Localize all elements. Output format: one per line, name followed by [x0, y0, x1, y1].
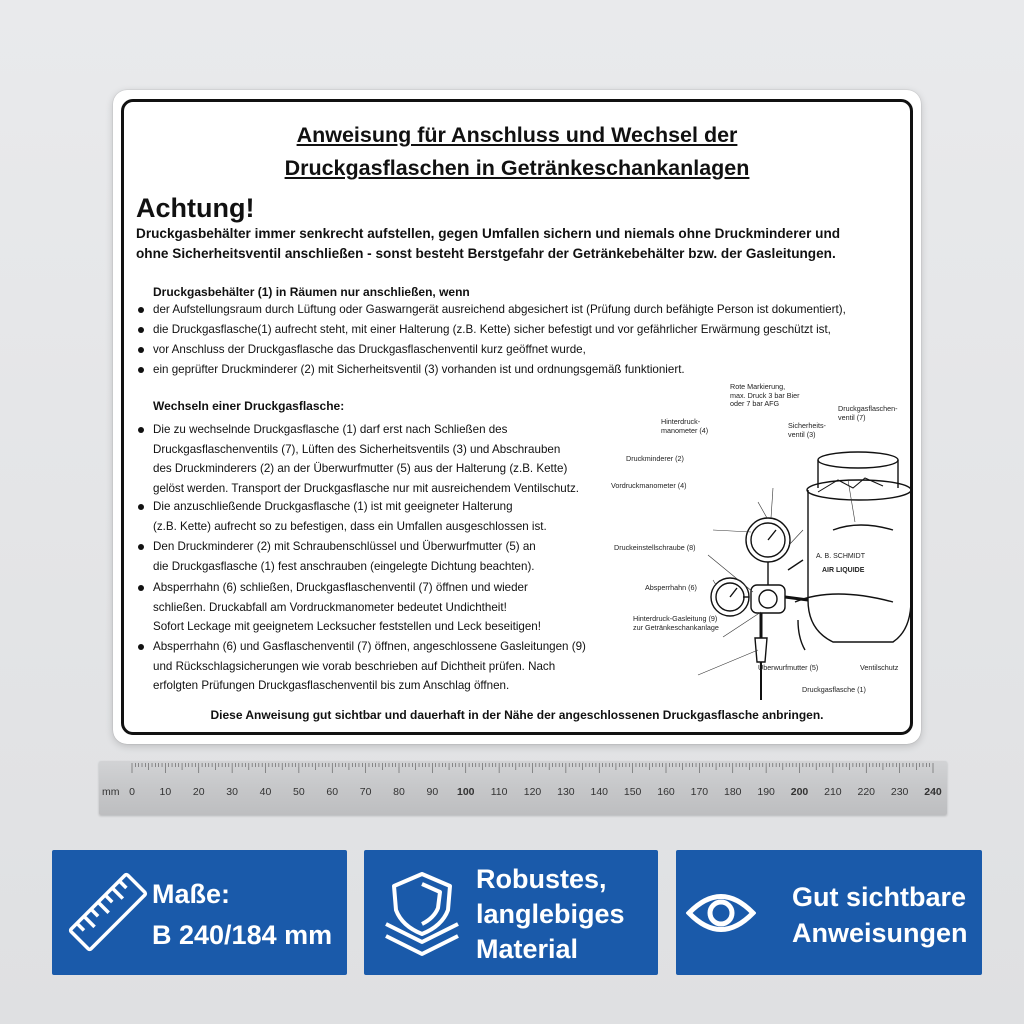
ruler-label: 60 [326, 786, 339, 798]
section1-item: vor Anschluss der Druckgasflasche das Druckgasflaschenventil kurz geöffnet wurde, [153, 340, 586, 359]
section2-item-line: des Druckminderers (2) an der Überwurfmutter (5) aus der Halterung (z.B. Kette) [153, 462, 568, 475]
section2-item-line: die Druckgasflasche (1) fest anschrauben (eingelegte Dichtung beachten). [153, 559, 535, 573]
ruler-label: 40 [259, 786, 272, 798]
diagram-label: Ventilschutz [860, 663, 899, 672]
bullet-icon [138, 347, 144, 353]
ruler-label: 10 [159, 786, 172, 798]
section2-item-line: und Rückschlagsicherungen wie vorab beschrieben auf Dichtheit prüfen. Nach [153, 659, 556, 673]
diagram-label: Überwurfmutter (5) [758, 663, 819, 672]
warning-line2: ohne Sicherheitsventil anschließen - sonst besteht Berstgefahr der Getränkebehälter bzw. der Gasleitungen. [136, 246, 836, 261]
ruler-label: 220 [857, 786, 876, 798]
section2-item-line: gelöst werden. Transport der Druckgasflasche nur mit ausreichendem Ventilschutz. [153, 481, 579, 495]
section2-item-line: Den Druckminderer (2) mit Schraubenschlüssel und Überwurfmutter (5) an [153, 537, 536, 556]
ruler-label: 0 [129, 786, 135, 798]
ruler-label: 210 [824, 786, 842, 798]
ruler-label: 50 [293, 786, 305, 798]
ruler-label: 100 [456, 786, 475, 798]
svg-text:A. B. SCHMIDT: A. B. SCHMIDT [816, 553, 866, 560]
diagram-label: Druckgasflasche (1) [802, 685, 866, 694]
ruler-label: 140 [590, 786, 609, 798]
gas-cylinder-diagram [593, 380, 913, 700]
sign-footer: Diese Anweisung gut sichtbar und dauerhaft in der Nähe der angeschlossenen Druckgasflasche anbringen. [210, 708, 824, 722]
ruler-label: 150 [623, 786, 642, 798]
ruler-label: 20 [192, 786, 205, 798]
diagram-label: Hinterdruck-Gasleitung (9) zur Getränkeschankanlage [633, 614, 719, 632]
bullet-icon [138, 644, 144, 650]
achtung-heading: Achtung! [136, 193, 255, 223]
bullet-icon [138, 585, 144, 591]
card3-line2: Anweisungen [792, 918, 968, 948]
ruler-label: 180 [723, 786, 742, 798]
section2-item-line: Die zu wechselnde Druckgasflasche (1) darf erst nach Schließen des [153, 420, 507, 439]
diagram-label: Druckminderer (2) [626, 454, 684, 463]
diagram-label: Vordruckmanometer (4) [611, 481, 687, 490]
diagram-label: Hinterdruck- manometer (4) [661, 417, 709, 435]
card2-line2: langlebiges [476, 899, 625, 929]
card1-line2: B 240/184 mm [152, 920, 333, 950]
ruler-label: 80 [393, 786, 405, 798]
card2-line1: Robustes, [476, 864, 607, 894]
bullet-icon [138, 327, 144, 333]
section2-item-line: Druckgasflaschenventils (7), Lüften des Sicherheitsventils (3) und Abschrauben [153, 442, 561, 456]
bottle-brand-text: AIR LIQUIDE [822, 567, 865, 574]
sign-title-line1: Anweisung für Anschluss und Wechsel der [296, 123, 738, 147]
diagram-label: Absperrhahn (6) [645, 583, 697, 592]
shield-icon [382, 868, 462, 958]
card1-line1: Maße: [152, 879, 231, 909]
section2-item-line: Die anzuschließende Druckgasflasche (1) ist mit geeigneter Halterung [153, 497, 513, 516]
card-visibility [676, 850, 982, 975]
ruler-icon [64, 868, 152, 956]
section2-item-line: (z.B. Kette) aufrecht so zu befestigen, dass ein Umfallen ausgeschlossen ist. [153, 519, 547, 533]
diagram-label: Sicherheits- ventil (3) [788, 421, 826, 439]
ruler-scale [99, 761, 947, 815]
bullet-icon [138, 427, 144, 433]
ruler-label: 120 [523, 786, 542, 798]
section2-item-line: schließen. Druckabfall am Vordruckmanometer bedeutet Undichtheit! [153, 600, 507, 614]
ruler-label: 190 [757, 786, 775, 798]
bullet-icon [138, 504, 144, 510]
instruction-sign [113, 90, 921, 744]
ruler-label: 70 [359, 786, 372, 798]
ruler-label: 200 [790, 786, 809, 798]
ruler-label: 110 [490, 786, 508, 798]
warning-line1: Druckgasbehälter immer senkrecht aufstellen, gegen Umfallen sichern und niemals ohne Druckminderer und [136, 226, 841, 241]
diagram-label: Rote Markierung, max. Druck 3 bar Bier oder 7 bar AFG [730, 382, 800, 408]
card-dimensions [52, 850, 347, 975]
ruler-label: 160 [657, 786, 675, 798]
section1-heading: Druckgasbehälter (1) in Räumen nur anschließen, wenn [153, 285, 470, 299]
card2-line3: Material [476, 934, 579, 964]
section2-heading: Wechseln einer Druckgasflasche: [153, 399, 345, 413]
ruler-label: 170 [690, 786, 709, 798]
section2-item-line: Absperrhahn (6) schließen, Druckgasflaschenventil (7) öffnen und wieder [153, 578, 528, 597]
card3-line1: Gut sichtbare [792, 882, 967, 912]
section1-item: ein geprüfter Druckminderer (2) mit Sicherheitsventil (3) vorhanden ist und ordnungsgemäß funktioniert. [153, 360, 685, 379]
bullet-icon [138, 307, 144, 313]
ruler-label: 30 [226, 786, 238, 798]
ruler-unit: mm [102, 786, 120, 798]
bullet-icon [138, 367, 144, 373]
card-material [364, 850, 658, 975]
diagram-label: Druckeinstellschraube (8) [614, 543, 696, 552]
ruler-label: 90 [426, 786, 439, 798]
ruler [99, 761, 947, 815]
section2-item-line: Absperrhahn (6) und Gasflaschenventil (7) öffnen, angeschlossene Gasleitungen (9) [153, 637, 586, 656]
sign-title-line2: Druckgasflaschen in Getränkeschankanlagen [284, 156, 750, 180]
ruler-label: 240 [924, 786, 942, 798]
ruler-label: 130 [557, 786, 575, 798]
section1-item: der Aufstellungsraum durch Lüftung oder Gaswarngerät ausreichend abgesichert ist (Prüfung durch befähigte Person ist dokumentiert), [153, 300, 846, 319]
section2-item-line: erfolgten Prüfungen Druckgasflaschenventil bis zum Anschlag öffnen. [153, 679, 510, 692]
eye-icon [686, 878, 756, 948]
section1-item: die Druckgasflasche(1) aufrecht steht, mit einer Halterung (z.B. Kette) sicher befestigt und vor gefährlicher Erwärmung geschützt ist, [153, 320, 831, 339]
ruler-label: 230 [890, 786, 909, 798]
bullet-icon [138, 544, 144, 550]
section2-item-line: Sofort Leckage mit geeignetem Lecksucher feststellen und Leck beseitigen! [153, 620, 541, 633]
diagram-label: Druckgasflaschen- ventil (7) [838, 404, 898, 422]
